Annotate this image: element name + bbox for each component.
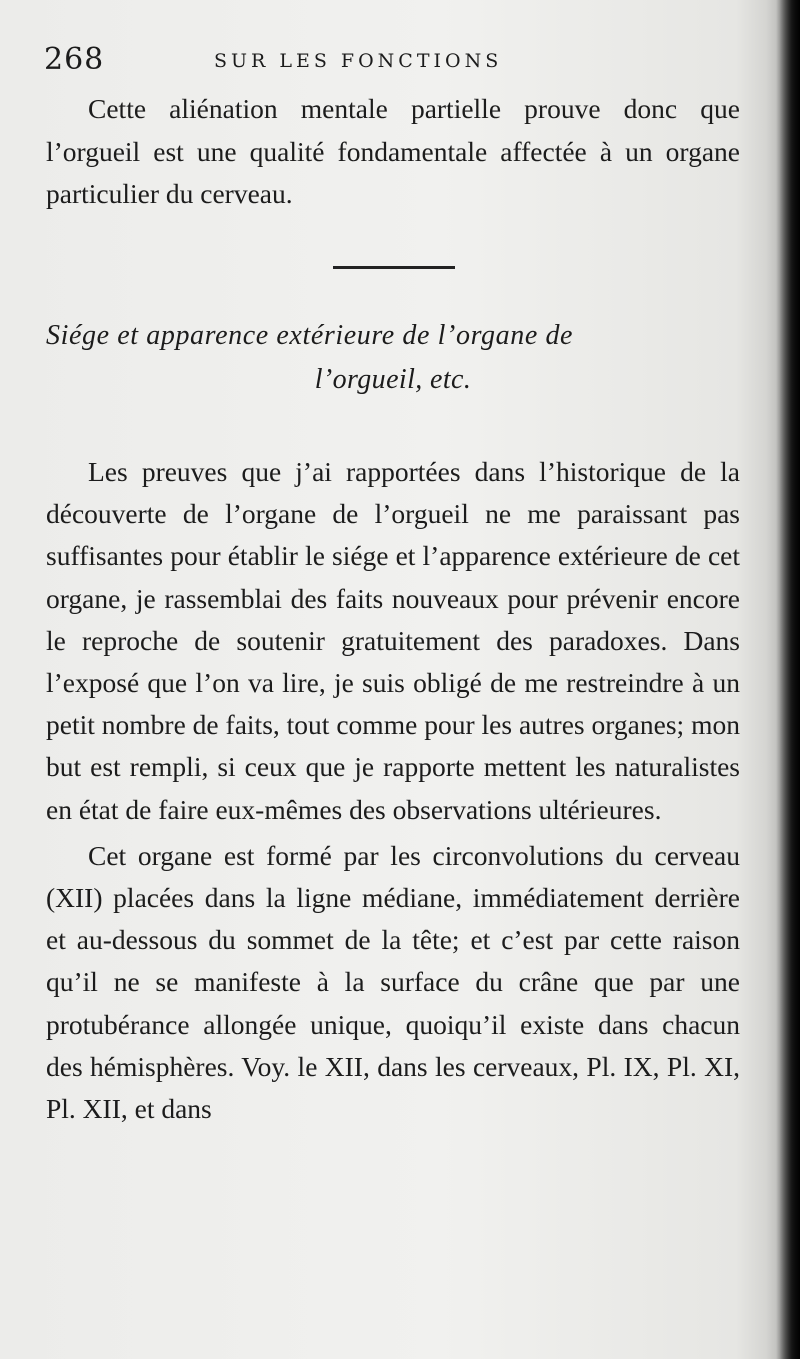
section-divider <box>333 266 455 269</box>
body-text <box>46 451 740 1130</box>
section-heading-line-1: Siége et apparence extérieure de l’organe de <box>46 320 574 351</box>
running-head: SUR LES FONCTIONS <box>214 50 503 72</box>
opening-text <box>46 88 740 216</box>
section-heading <box>46 314 740 402</box>
page-header <box>44 40 744 80</box>
paragraph: Cette aliénation mentale partielle prouve donc que l’orgueil est une qualité fondamentale affectée à un organe particulier du cerveau. <box>46 93 740 209</box>
paragraph: Cet organe est formé par les circonvolutions du cerveau (XII) placées dans la ligne médiane, immédiatement derrière et au-dessous du sommet de la tête; et c’est par cette raison qu’il ne se manifeste à la surface du crâne que par une protubérance allongée unique, quoiqu’il existe dans chacun des hémisphères. Voy. le XII, dans les cerveaux, Pl. IX, Pl. XI, Pl. XII, et dans <box>46 839 740 1125</box>
page-edge-shadow <box>766 0 800 1359</box>
section-heading-line-2: l’orgueil, etc. <box>314 364 472 395</box>
page-number: 268 <box>44 42 105 77</box>
paragraph: Les preuves que j’ai rapportées dans l’historique de la découverte de l’organe de l’orgueil ne me paraissant pas suffisantes pour établir le siége et l’apparence extérieure de cet organe, je rassemblai des faits nouveaux pour prévenir encore le reproche de soutenir gratuitement des paradoxes. Dans l’exposé que l’on va lire, je suis obligé de me restreindre à un petit nombre de faits, tout comme pour les autres organes; mon but est rempli, si ceux que je rapporte mettent les naturalistes en état de faire eux-mêmes des observations ultérieures. <box>46 456 740 825</box>
